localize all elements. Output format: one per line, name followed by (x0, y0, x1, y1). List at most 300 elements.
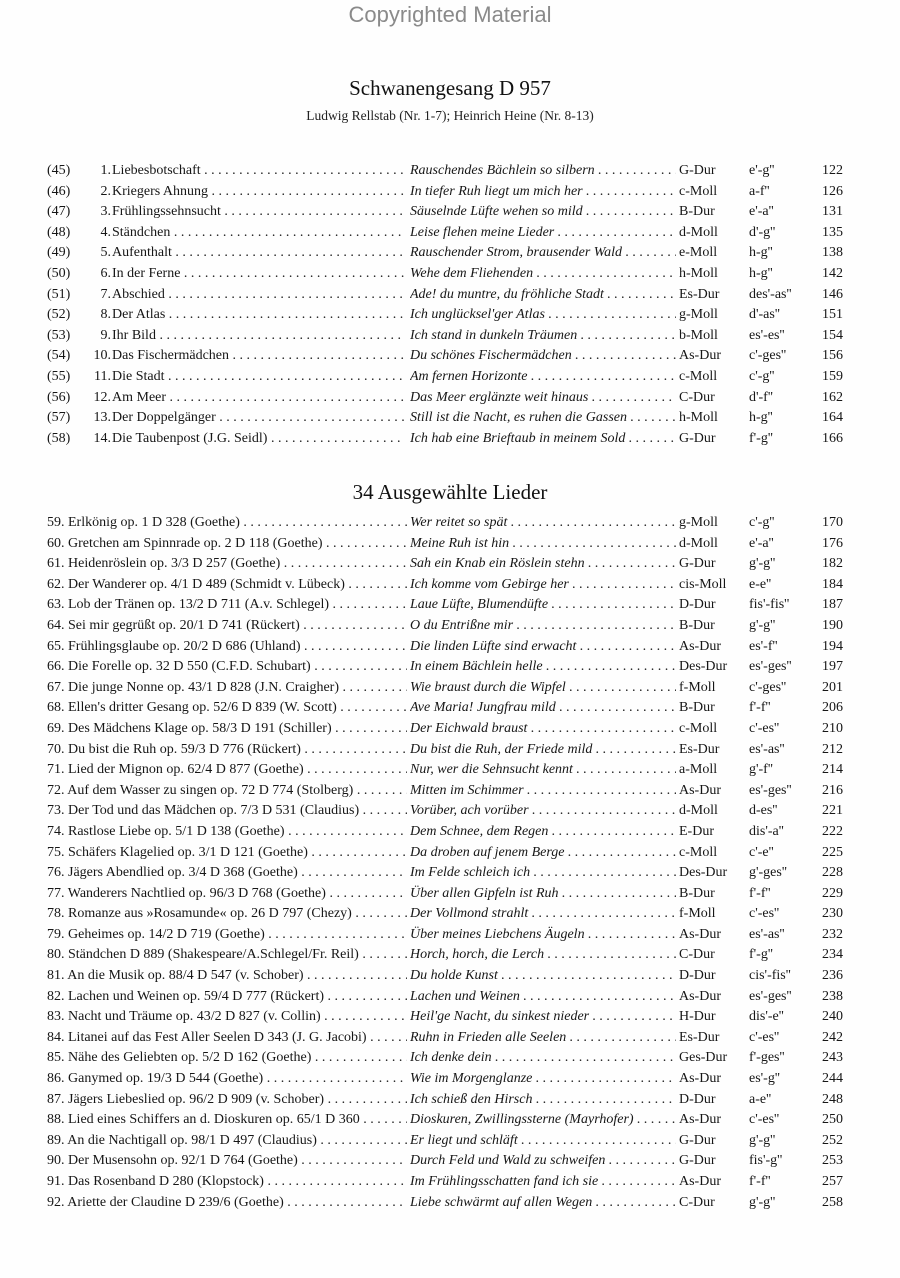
song-title: 83. Nacht und Träume op. 43/2 D 827 (v. Collin) . . . (47, 1007, 407, 1028)
song-page: 142 (822, 265, 843, 281)
song-key: f-Moll (679, 679, 716, 695)
song-title: Liebesbotschaft . . . (112, 161, 404, 182)
song-title: 61. Heidenröslein op. 3/3 D 257 (Goethe) . . . (47, 554, 407, 575)
song-key: G-Dur (679, 1132, 716, 1148)
song-row (0, 429, 900, 450)
song-page: 230 (822, 906, 843, 922)
song-page: 248 (822, 1091, 843, 1107)
song-row (0, 182, 900, 203)
song-title: 63. Lob der Tränen op. 13/2 D 711 (A.v. Schlegel) . . . (47, 595, 407, 616)
song-cycle-number: 13. (93, 410, 111, 426)
song-title: Ihr Bild . . . (112, 326, 404, 347)
song-page: 135 (822, 224, 843, 240)
song-page: 244 (822, 1071, 843, 1087)
ausgewaehlte-list (0, 513, 900, 1213)
song-key: D-Dur (679, 968, 716, 984)
song-title: 68. Ellen's dritter Gesang op. 52/6 D 839 (W. Scott) . . . (47, 698, 407, 719)
song-incipit: Rauschender Strom, brausender Wald . . . (410, 243, 676, 264)
song-title: Ständchen . . . (112, 223, 404, 244)
song-key: h-Moll (679, 410, 718, 426)
song-title: 85. Nähe des Geliebten op. 5/2 D 162 (Goethe) . . . (47, 1048, 407, 1069)
song-row (0, 513, 900, 534)
song-row (0, 346, 900, 367)
song-cycle-number: 8. (100, 307, 111, 323)
song-incipit: Wer reitet so spät . . . (410, 513, 676, 534)
song-page: 240 (822, 1009, 843, 1025)
song-key: As-Dur (679, 988, 721, 1004)
song-page: 151 (822, 307, 843, 323)
song-range: g'-g'' (749, 556, 776, 572)
song-key: g-Moll (679, 515, 718, 530)
song-row (0, 202, 900, 223)
song-incipit: Die linden Lüfte sind erwacht . . . (410, 637, 676, 658)
song-cycle-number: 1. (100, 163, 111, 178)
song-range: h-g'' (749, 245, 773, 261)
song-title: 76. Jägers Abendlied op. 3/4 D 368 (Goethe) . . . (47, 863, 407, 884)
song-range: a-f'' (749, 183, 770, 199)
song-key: C-Dur (679, 389, 715, 405)
song-incipit: Da droben auf jenem Berge . . . (410, 843, 676, 864)
song-title: Der Doppelgänger . . . (112, 408, 404, 429)
song-range: f'-f'' (749, 885, 771, 901)
song-row (0, 305, 900, 326)
song-range: f'-ges'' (749, 1050, 785, 1066)
song-page: 210 (822, 720, 843, 736)
song-page: 146 (822, 286, 843, 302)
song-incipit: Ich denke dein . . . (410, 1048, 676, 1069)
song-range: c'-ges'' (749, 348, 787, 364)
song-incipit: Horch, horch, die Lerch . . . (410, 945, 676, 966)
song-row (0, 1090, 900, 1111)
song-key: B-Dur (679, 204, 715, 220)
song-key: B-Dur (679, 617, 715, 633)
song-key: B-Dur (679, 700, 715, 716)
song-row (0, 781, 900, 802)
song-key: D-Dur (679, 1091, 716, 1107)
song-title: 74. Rastlose Liebe op. 5/1 D 138 (Goethe) . . . (47, 822, 407, 843)
song-title: 67. Die junge Nonne op. 43/1 D 828 (J.N. Craigher) . . . (47, 678, 407, 699)
song-page: 206 (822, 700, 843, 716)
song-key: As-Dur (679, 1174, 721, 1189)
song-incipit: Nur, wer die Sehnsucht kennt . . . (410, 760, 676, 781)
song-title: 84. Litanei auf das Fest Aller Seelen D 343 (J. G. Jacobi) . . . (47, 1028, 407, 1049)
song-key: d-Moll (679, 803, 718, 819)
song-title: 69. Des Mädchens Klage op. 58/3 D 191 (Schiller) . . . (47, 719, 407, 740)
song-cycle-number: 2. (100, 183, 111, 199)
song-key: g-Moll (679, 307, 718, 323)
song-range: h-g'' (749, 410, 773, 426)
song-key: d-Moll (679, 224, 718, 240)
song-page: 197 (822, 659, 843, 675)
song-key: e-Moll (679, 245, 718, 261)
song-title: 62. Der Wanderer op. 4/1 D 489 (Schmidt v. Lübeck) . . . (47, 575, 407, 596)
song-range: g'-g'' (749, 1194, 776, 1210)
song-title: 90. Der Musensohn op. 92/1 D 764 (Goethe) . . . (47, 1151, 407, 1172)
song-incipit: Im Felde schleich ich . . . (410, 863, 676, 884)
song-key: As-Dur (679, 1071, 721, 1087)
song-row (0, 637, 900, 658)
song-overall-number: (46) (47, 183, 71, 199)
song-row (0, 1172, 900, 1193)
song-page: 138 (822, 245, 843, 261)
song-page: 238 (822, 988, 843, 1004)
song-key: Des-Dur (679, 659, 728, 675)
song-cycle-number: 11. (94, 368, 111, 384)
song-range: cis'-fis'' (749, 968, 791, 984)
song-page: 131 (822, 204, 843, 220)
song-key: Es-Dur (679, 1029, 720, 1045)
song-row (0, 1048, 900, 1069)
song-page: 184 (822, 576, 843, 592)
song-key: d-Moll (679, 535, 718, 551)
song-range: dis'-a'' (749, 823, 784, 839)
song-page: 232 (822, 926, 843, 942)
song-incipit: Ruhn in Frieden alle Seelen . . . (410, 1028, 676, 1049)
song-incipit: Liebe schwärmt auf allen Wegen . . . (410, 1193, 676, 1214)
song-incipit: Ich stand in dunkeln Träumen . . . (410, 326, 676, 347)
ausgewaehlte-header (0, 480, 900, 505)
song-overall-number: (52) (47, 307, 71, 323)
song-page: 194 (822, 638, 843, 654)
song-range: e'-a'' (749, 535, 774, 551)
song-overall-number: (45) (47, 163, 71, 178)
song-row (0, 740, 900, 761)
song-row (0, 966, 900, 987)
song-row (0, 388, 900, 409)
song-range: d-es'' (749, 803, 778, 819)
song-row (0, 904, 900, 925)
song-page: 154 (822, 327, 843, 343)
song-range: es'-g'' (749, 1071, 780, 1087)
song-incipit: Säuselnde Lüfte wehen so mild . . . (410, 202, 676, 223)
song-range: c'-g'' (749, 515, 775, 530)
song-cycle-number: 7. (100, 286, 111, 302)
song-key: B-Dur (679, 885, 715, 901)
song-key: G-Dur (679, 430, 716, 446)
song-incipit: Rauschendes Bächlein so silbern . . . (410, 161, 676, 182)
song-key: As-Dur (679, 348, 721, 364)
song-page: 216 (822, 782, 843, 798)
song-title: 65. Frühlingsglaube op. 20/2 D 686 (Uhland) . . . (47, 637, 407, 658)
song-page: 214 (822, 762, 843, 778)
song-page: 252 (822, 1132, 843, 1148)
song-key: D-Dur (679, 597, 716, 613)
song-title: 79. Geheimes op. 14/2 D 719 (Goethe) . . . (47, 925, 407, 946)
song-page: 170 (822, 515, 843, 530)
song-title: Frühlingssehnsucht . . . (112, 202, 404, 223)
song-page: 187 (822, 597, 843, 613)
song-page: 258 (822, 1194, 843, 1210)
song-incipit: In tiefer Ruh liegt um mich her . . . (410, 182, 676, 203)
ausgewaehlte-title: 34 Ausgewählte Lieder (352, 480, 548, 504)
song-key: a-Moll (679, 762, 718, 778)
song-title: Die Stadt . . . (112, 367, 404, 388)
song-row (0, 760, 900, 781)
song-page: 162 (822, 389, 843, 405)
song-incipit: Ich hab eine Brieftaub in meinem Sold . . . (410, 429, 676, 450)
song-row (0, 1028, 900, 1049)
song-range: fis'-fis'' (749, 597, 790, 613)
song-row (0, 822, 900, 843)
song-incipit: In einem Bächlein helle . . . (410, 657, 676, 678)
song-range: des'-as'' (749, 286, 792, 302)
song-title: 66. Die Forelle op. 32 D 550 (C.F.D. Schubart) . . . (47, 657, 407, 678)
song-overall-number: (57) (47, 410, 71, 426)
song-incipit: Du holde Kunst . . . (410, 966, 676, 987)
song-range: es'-ges'' (749, 782, 792, 798)
song-page: 156 (822, 348, 843, 364)
song-title: 77. Wanderers Nachtlied op. 96/3 D 768 (Goethe) . . . (47, 884, 407, 905)
song-page: 159 (822, 368, 843, 384)
song-row (0, 264, 900, 285)
song-cycle-number: 5. (100, 245, 111, 261)
song-incipit: Im Frühlingsschatten fand ich sie . . . (410, 1172, 676, 1193)
song-incipit: Heil'ge Nacht, du sinkest nieder . . . (410, 1007, 676, 1028)
song-page: 126 (822, 183, 843, 199)
song-cycle-number: 12. (93, 389, 111, 405)
song-row (0, 408, 900, 429)
song-row (0, 1151, 900, 1172)
song-incipit: Meine Ruh ist hin . . . (410, 534, 676, 555)
song-key: h-Moll (679, 265, 718, 281)
song-row (0, 1110, 900, 1131)
song-row (0, 1007, 900, 1028)
song-title: 86. Ganymed op. 19/3 D 544 (Goethe) . . . (47, 1069, 407, 1090)
song-title: Die Taubenpost (J.G. Seidl) . . . (112, 429, 404, 450)
song-range: c'-es'' (749, 1029, 780, 1045)
song-incipit: Wehe dem Fliehenden . . . (410, 264, 676, 285)
song-title: 73. Der Tod und das Mädchen op. 7/3 D 531 (Claudius) . . . (47, 801, 407, 822)
song-overall-number: (58) (47, 430, 71, 446)
song-range: a-e'' (749, 1091, 772, 1107)
song-incipit: Vorüber, ach vorüber . . . (410, 801, 676, 822)
song-row (0, 326, 900, 347)
song-page: 243 (822, 1050, 843, 1066)
schwanengesang-header (0, 76, 900, 124)
song-key: As-Dur (679, 638, 721, 654)
song-row (0, 595, 900, 616)
song-page: 166 (822, 430, 843, 446)
song-incipit: Mitten im Schimmer . . . (410, 781, 676, 802)
song-range: es'-ges'' (749, 659, 792, 675)
song-range: g'-g'' (749, 1132, 776, 1148)
song-row (0, 987, 900, 1008)
song-overall-number: (51) (47, 286, 71, 302)
song-incipit: Er liegt und schläft . . . (410, 1131, 676, 1152)
song-row (0, 554, 900, 575)
song-range: c'-es'' (749, 1112, 780, 1128)
song-overall-number: (53) (47, 327, 71, 343)
song-incipit: Sah ein Knab ein Röslein stehn . . . (410, 554, 676, 575)
song-page: 257 (822, 1174, 843, 1189)
song-row (0, 678, 900, 699)
song-row (0, 161, 900, 182)
song-key: H-Dur (679, 1009, 716, 1025)
song-range: d'-as'' (749, 307, 780, 323)
song-incipit: Ave Maria! Jungfrau mild . . . (410, 698, 676, 719)
song-row (0, 616, 900, 637)
song-title: 75. Schäfers Klagelied op. 3/1 D 121 (Goethe) . . . (47, 843, 407, 864)
song-title: Abschied . . . (112, 285, 404, 306)
song-title: 80. Ständchen D 889 (Shakespeare/A.Schlegel/Fr. Reil) . . . (47, 945, 407, 966)
song-title: 78. Romanze aus »Rosamunde« op. 26 D 797 (Chezy) . . . (47, 904, 407, 925)
song-cycle-number: 10. (93, 348, 111, 364)
song-page: 182 (822, 556, 843, 572)
song-title: Aufenthalt . . . (112, 243, 404, 264)
song-incipit: Wie im Morgenglanze . . . (410, 1069, 676, 1090)
song-range: f'-g'' (749, 947, 773, 963)
song-key: Es-Dur (679, 286, 720, 302)
song-range: es'-as'' (749, 926, 785, 942)
song-row (0, 223, 900, 244)
song-overall-number: (54) (47, 348, 71, 364)
song-incipit: Der Vollmond strahlt . . . (410, 904, 676, 925)
song-overall-number: (56) (47, 389, 71, 405)
song-row (0, 534, 900, 555)
song-key: c-Moll (679, 183, 718, 199)
song-range: c'-ges'' (749, 679, 787, 695)
song-title: 92. Ariette der Claudine D 239/6 (Goethe) . . . (47, 1193, 407, 1214)
song-incipit: Das Meer erglänzte weit hinaus . . . (410, 388, 676, 409)
song-key: Ges-Dur (679, 1050, 728, 1066)
song-row (0, 719, 900, 740)
song-incipit: Der Eichwald braust . . . (410, 719, 676, 740)
song-range: c'-es'' (749, 906, 780, 922)
song-key: c-Moll (679, 720, 718, 736)
song-title: Am Meer . . . (112, 388, 404, 409)
song-range: e-e'' (749, 576, 772, 592)
song-key: G-Dur (679, 1153, 716, 1169)
song-key: c-Moll (679, 368, 718, 384)
song-incipit: Durch Feld und Wald zu schweifen . . . (410, 1151, 676, 1172)
song-range: e'-g'' (749, 163, 775, 178)
song-key: b-Moll (679, 327, 718, 343)
song-title: Das Fischermädchen . . . (112, 346, 404, 367)
song-page: 212 (822, 741, 843, 757)
song-title: 81. An die Musik op. 88/4 D 547 (v. Schober) . . . (47, 966, 407, 987)
song-title: 59. Erlkönig op. 1 D 328 (Goethe) . . . (47, 513, 407, 534)
song-overall-number: (50) (47, 265, 71, 281)
song-row (0, 863, 900, 884)
song-cycle-number: 9. (100, 327, 111, 343)
song-page: 234 (822, 947, 843, 963)
song-title: 72. Auf dem Wasser zu singen op. 72 D 774 (Stolberg) . . . (47, 781, 407, 802)
song-row (0, 698, 900, 719)
song-title: 89. An die Nachtigall op. 98/1 D 497 (Claudius) . . . (47, 1131, 407, 1152)
song-page: 253 (822, 1153, 843, 1169)
song-title: Kriegers Ahnung . . . (112, 182, 404, 203)
song-incipit: Still ist die Nacht, es ruhen die Gassen . . . (410, 408, 676, 429)
song-range: g'-f'' (749, 762, 773, 778)
song-key: C-Dur (679, 1194, 715, 1210)
song-cycle-number: 14. (93, 430, 111, 446)
song-incipit: O du Entrißne mir . . . (410, 616, 676, 637)
song-incipit: Am fernen Horizonte . . . (410, 367, 676, 388)
song-key: As-Dur (679, 926, 721, 942)
song-incipit: Ich schieß den Hirsch . . . (410, 1090, 676, 1111)
song-row (0, 1069, 900, 1090)
song-incipit: Ich komme vom Gebirge her . . . (410, 575, 676, 596)
song-range: f'-g'' (749, 430, 773, 446)
song-row (0, 843, 900, 864)
song-key: As-Dur (679, 782, 721, 798)
song-range: c'-e'' (749, 844, 774, 860)
song-incipit: Leise flehen meine Lieder . . . (410, 223, 676, 244)
song-row (0, 575, 900, 596)
song-page: 228 (822, 865, 843, 881)
song-row (0, 367, 900, 388)
song-row (0, 657, 900, 678)
song-page: 176 (822, 535, 843, 551)
schwanengesang-title: Schwanengesang D 957 (349, 76, 551, 100)
song-row (0, 1131, 900, 1152)
song-title: 71. Lied der Mignon op. 62/4 D 877 (Goethe) . . . (47, 760, 407, 781)
song-row (0, 884, 900, 905)
song-page: 122 (822, 163, 843, 178)
song-range: g'-ges'' (749, 865, 787, 881)
song-incipit: Dioskuren, Zwillingssterne (Mayrhofer) . . . (410, 1110, 676, 1131)
song-page: 201 (822, 679, 843, 695)
song-range: g'-g'' (749, 617, 776, 633)
song-range: c'-es'' (749, 720, 780, 736)
song-page: 190 (822, 617, 843, 633)
song-range: es'-as'' (749, 741, 785, 757)
song-overall-number: (55) (47, 368, 71, 384)
song-key: Es-Dur (679, 741, 720, 757)
song-key: As-Dur (679, 1112, 721, 1128)
song-title: Der Atlas . . . (112, 305, 404, 326)
song-key: G-Dur (679, 163, 716, 178)
song-overall-number: (49) (47, 245, 71, 261)
song-title: 82. Lachen und Weinen op. 59/4 D 777 (Rückert) . . . (47, 987, 407, 1008)
song-key: Des-Dur (679, 865, 728, 881)
song-key: cis-Moll (679, 576, 727, 592)
song-range: es'-f'' (749, 638, 778, 654)
song-key: C-Dur (679, 947, 715, 963)
song-page: 242 (822, 1029, 843, 1045)
song-cycle-number: 4. (100, 224, 111, 240)
song-incipit: Du schönes Fischermädchen . . . (410, 346, 676, 367)
song-row (0, 285, 900, 306)
song-page: 221 (822, 803, 843, 819)
song-range: f'-f'' (749, 700, 771, 716)
song-overall-number: (48) (47, 224, 71, 240)
song-page: 222 (822, 823, 843, 839)
schwanengesang-list (0, 161, 900, 449)
schwanengesang-subtitle: Ludwig Rellstab (Nr. 1-7); Heinrich Heine (Nr. 8-13) (306, 108, 594, 123)
song-incipit: Ade! du muntre, du fröhliche Stadt . . . (410, 285, 676, 306)
song-title: 91. Das Rosenband D 280 (Klopstock) . . . (47, 1172, 407, 1193)
song-incipit: Dem Schnee, dem Regen . . . (410, 822, 676, 843)
song-range: h-g'' (749, 265, 773, 281)
song-cycle-number: 3. (100, 204, 111, 220)
song-title: In der Ferne . . . (112, 264, 404, 285)
song-page: 236 (822, 968, 843, 984)
song-key: G-Dur (679, 556, 716, 572)
song-row (0, 801, 900, 822)
song-key: E-Dur (679, 823, 714, 839)
song-row (0, 945, 900, 966)
song-title: 60. Gretchen am Spinnrade op. 2 D 118 (Goethe) . . . (47, 534, 407, 555)
song-page: 164 (822, 410, 843, 426)
song-range: e'-a'' (749, 204, 774, 220)
song-incipit: Lachen und Weinen . . . (410, 987, 676, 1008)
song-range: c'-g'' (749, 368, 775, 384)
song-row (0, 1193, 900, 1214)
song-incipit: Du bist die Ruh, der Friede mild . . . (410, 740, 676, 761)
song-range: dis'-e'' (749, 1009, 784, 1025)
song-key: f-Moll (679, 906, 716, 922)
